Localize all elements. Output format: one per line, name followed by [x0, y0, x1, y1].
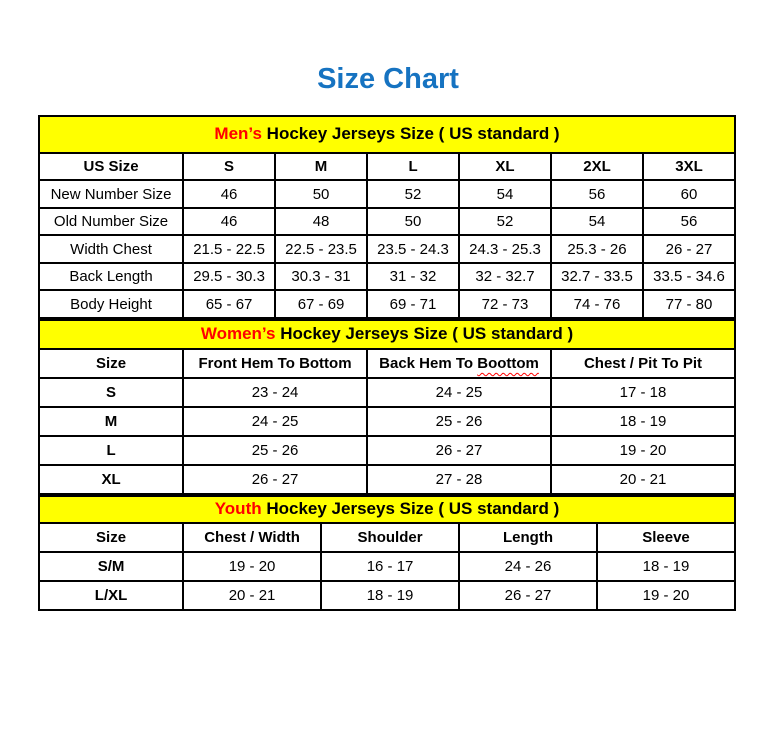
size-value-cell: 52	[367, 180, 459, 208]
size-value-cell: 23.5 - 24.3	[367, 235, 459, 263]
column-header: XL	[459, 153, 551, 181]
size-value-cell: 25.3 - 26	[551, 235, 643, 263]
size-value-cell: 54	[551, 208, 643, 236]
table-row	[39, 290, 735, 318]
size-value-cell: 24 - 26	[459, 552, 597, 581]
size-value-cell: 50	[275, 180, 367, 208]
table-row	[39, 465, 735, 494]
table-row	[39, 378, 735, 407]
header-row	[39, 349, 735, 378]
header-row	[39, 523, 735, 552]
row-label: M	[39, 407, 183, 436]
size-value-cell: 56	[643, 208, 735, 236]
size-value-cell: 50	[367, 208, 459, 236]
size-value-cell: 23 - 24	[183, 378, 367, 407]
size-value-cell: 77 - 80	[643, 290, 735, 318]
table-row	[39, 208, 735, 236]
womens-section-header	[38, 319, 736, 350]
row-label: XL	[39, 465, 183, 494]
row-label: Body Height	[39, 290, 183, 318]
size-value-cell: 21.5 - 22.5	[183, 235, 275, 263]
column-header: Size	[39, 349, 183, 378]
column-header: Chest / Width	[183, 523, 321, 552]
row-label: S	[39, 378, 183, 407]
size-value-cell: 16 - 17	[321, 552, 459, 581]
row-label: L	[39, 436, 183, 465]
size-value-cell: 30.3 - 31	[275, 263, 367, 291]
size-value-cell: 54	[459, 180, 551, 208]
size-value-cell: 48	[275, 208, 367, 236]
size-value-cell: 19 - 20	[597, 581, 735, 610]
size-value-cell: 26 - 27	[643, 235, 735, 263]
table-row	[39, 263, 735, 291]
table-row	[39, 552, 735, 581]
size-value-cell: 25 - 26	[183, 436, 367, 465]
size-value-cell: 25 - 26	[367, 407, 551, 436]
column-header: M	[275, 153, 367, 181]
size-value-cell: 26 - 27	[183, 465, 367, 494]
size-value-cell: 18 - 19	[321, 581, 459, 610]
size-value-cell: 60	[643, 180, 735, 208]
youth-size-section	[38, 495, 736, 611]
column-header: Sleeve	[597, 523, 735, 552]
table-row	[39, 407, 735, 436]
size-value-cell: 19 - 20	[551, 436, 735, 465]
table-row	[39, 180, 735, 208]
column-header: Chest / Pit To Pit	[551, 349, 735, 378]
size-value-cell: 32 - 32.7	[459, 263, 551, 291]
column-header: Shoulder	[321, 523, 459, 552]
size-value-cell: 33.5 - 34.6	[643, 263, 735, 291]
size-value-cell: 31 - 32	[367, 263, 459, 291]
row-label: S/M	[39, 552, 183, 581]
womens-size-table	[38, 348, 736, 495]
youth-section-header	[38, 495, 736, 524]
column-header: L	[367, 153, 459, 181]
size-tables-container	[38, 115, 736, 611]
size-value-cell: 26 - 27	[367, 436, 551, 465]
size-value-cell: 24 - 25	[367, 378, 551, 407]
row-label: New Number Size	[39, 180, 183, 208]
column-header: S	[183, 153, 275, 181]
column-header: Back Hem To Boottom	[367, 349, 551, 378]
size-value-cell: 29.5 - 30.3	[183, 263, 275, 291]
size-value-cell: 46	[183, 208, 275, 236]
size-value-cell: 65 - 67	[183, 290, 275, 318]
size-value-cell: 74 - 76	[551, 290, 643, 318]
youth-size-table	[38, 522, 736, 611]
size-value-cell: 20 - 21	[183, 581, 321, 610]
size-value-cell: 18 - 19	[597, 552, 735, 581]
size-value-cell: 72 - 73	[459, 290, 551, 318]
womens-section-header-accent: Women’s	[200, 324, 276, 344]
size-value-cell: 32.7 - 33.5	[551, 263, 643, 291]
youth-section-header-accent: Youth	[214, 499, 262, 519]
row-label: Old Number Size	[39, 208, 183, 236]
size-value-cell: 46	[183, 180, 275, 208]
size-chart-page	[0, 62, 776, 611]
size-value-cell: 56	[551, 180, 643, 208]
mens-section-header-text: Hockey Jerseys Size ( US standard )	[261, 124, 560, 144]
table-row	[39, 436, 735, 465]
size-value-cell: 24.3 - 25.3	[459, 235, 551, 263]
size-value-cell: 24 - 25	[183, 407, 367, 436]
size-value-cell: 17 - 18	[551, 378, 735, 407]
column-header: Length	[459, 523, 597, 552]
column-header: US Size	[39, 153, 183, 181]
youth-section-header-text: Hockey Jerseys Size ( US standard )	[261, 499, 560, 519]
row-label: Back Length	[39, 263, 183, 291]
table-row	[39, 235, 735, 263]
size-value-cell: 69 - 71	[367, 290, 459, 318]
column-header: Size	[39, 523, 183, 552]
size-value-cell: 22.5 - 23.5	[275, 235, 367, 263]
table-row	[39, 581, 735, 610]
size-value-cell: 18 - 19	[551, 407, 735, 436]
size-value-cell: 52	[459, 208, 551, 236]
misspelled-word: Boottom	[477, 354, 539, 372]
mens-section-header	[38, 115, 736, 154]
womens-section-header-text: Hockey Jerseys Size ( US standard )	[275, 324, 574, 344]
womens-size-section	[38, 319, 736, 495]
column-header: 2XL	[551, 153, 643, 181]
mens-size-section	[38, 115, 736, 319]
column-header: Front Hem To Bottom	[183, 349, 367, 378]
size-value-cell: 67 - 69	[275, 290, 367, 318]
column-header: 3XL	[643, 153, 735, 181]
size-value-cell: 26 - 27	[459, 581, 597, 610]
row-label: Width Chest	[39, 235, 183, 263]
header-row	[39, 153, 735, 181]
size-value-cell: 20 - 21	[551, 465, 735, 494]
size-value-cell: 27 - 28	[367, 465, 551, 494]
mens-size-table	[38, 152, 736, 319]
page-title: Size Chart	[317, 63, 459, 95]
row-label: L/XL	[39, 581, 183, 610]
mens-section-header-accent: Men’s	[214, 124, 262, 144]
size-value-cell: 19 - 20	[183, 552, 321, 581]
